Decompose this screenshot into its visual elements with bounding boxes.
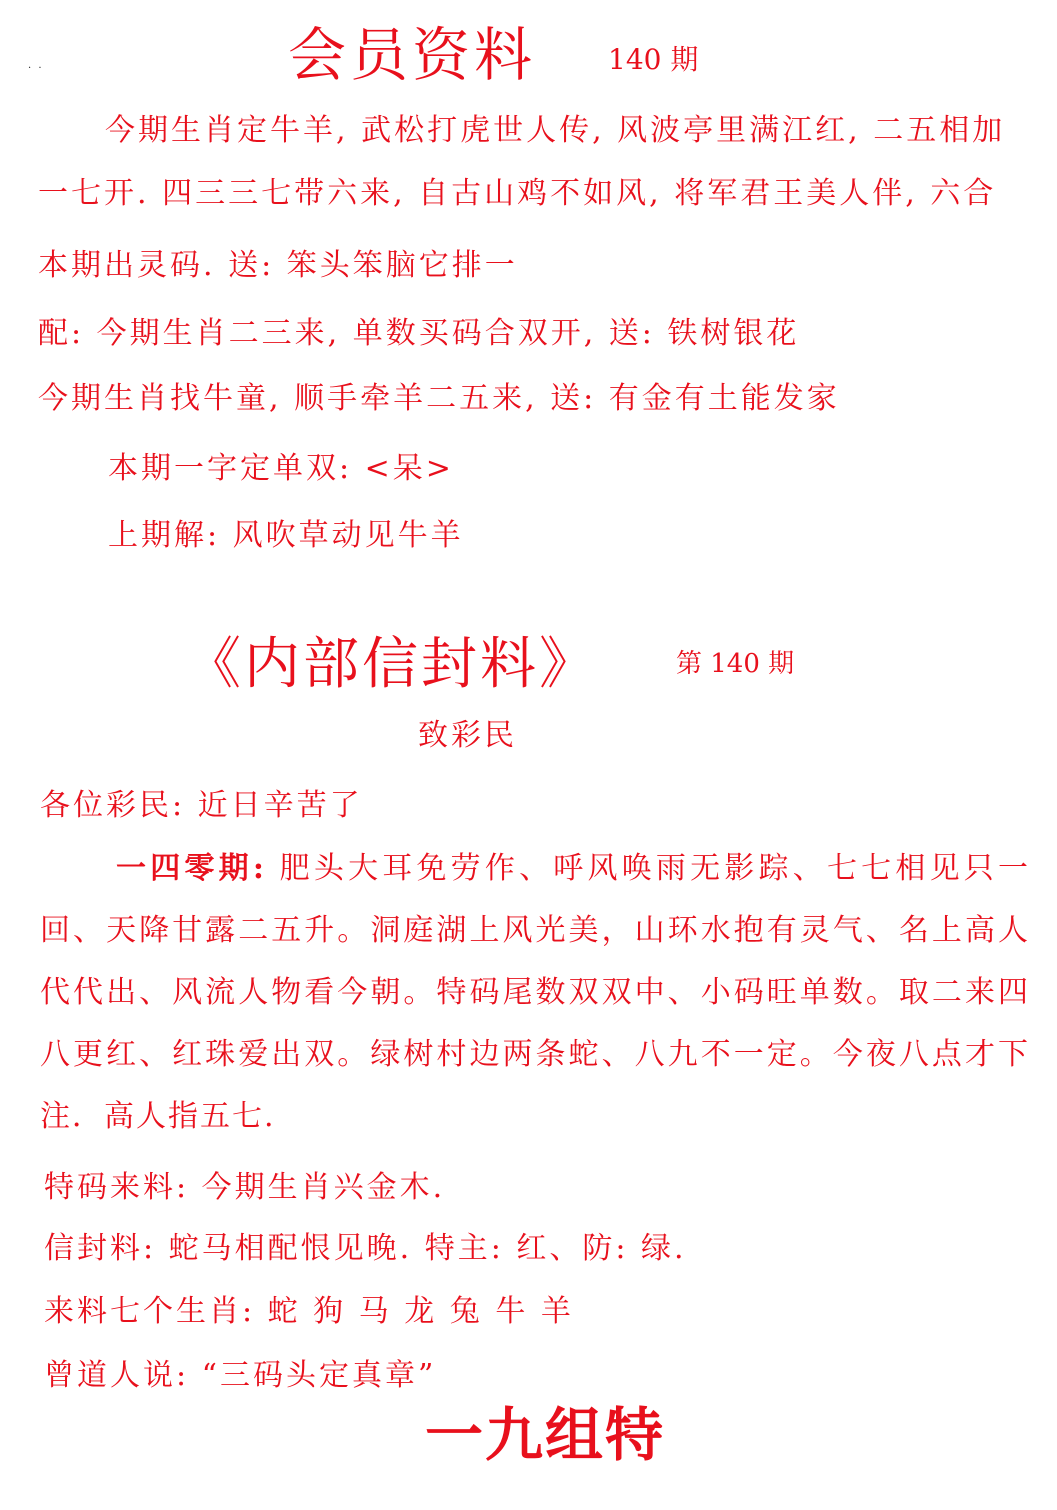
paragraph-lead: 一四零期: (116, 851, 266, 886)
member-line-3: 本期出灵码. 送: 笨头笨脑它排一 (38, 248, 518, 283)
quote-line: 曾道人说: “三码头定真章” (44, 1358, 437, 1393)
scan-marks: . . (28, 60, 44, 71)
page-title: 会员资料 (288, 21, 537, 89)
special-code-line: 特码来料: 今期生肖兴金木. (44, 1170, 446, 1205)
envelope-title: 《内部信封料》 (185, 632, 598, 697)
odd-even-hint: 本期一字定单双: <呆> (108, 451, 454, 486)
member-line-5: 今期生肖找牛童, 顺手牵羊二五来, 送: 有金有土能发家 (38, 381, 840, 416)
footer-heading: 一九组特 (425, 1401, 666, 1469)
seven-zodiac-line: 来料七个生肖: 蛇 狗 马 龙 兔 牛 羊 (44, 1294, 574, 1329)
recipient-heading: 致彩民 (418, 718, 517, 753)
issue-number: 140 期 (608, 43, 699, 76)
envelope-tip-line: 信封料: 蛇马相配恨见晚. 特主: 红、防: 绿. (44, 1231, 687, 1266)
paragraph-body: 肥头大耳免劳作、呼风唤雨无影踪、七七相见只一回、天降甘露二五升。洞庭湖上风光美，山环水抱有灵气、名上高人代代出、风流人物看今朝。特码尾数双双中、小码旺单数。取二来四八更红、红珠爱出双。绿树村边两条蛇、八九不一定。今夜八点才下注．高人指五七. (40, 851, 1030, 1134)
last-issue-answer: 上期解: 风吹草动见牛羊 (108, 518, 464, 553)
member-line-4: 配: 今期生肖二三来, 单数买码合双开, 送: 铁树银花 (38, 316, 800, 351)
main-paragraph (40, 838, 1030, 1148)
greeting: 各位彩民: 近日辛苦了 (40, 788, 363, 823)
member-line-2: 一七开. 四三三七带六来, 自古山鸡不如风, 将军君王美人伴, 六合 (38, 176, 997, 211)
member-line-1: 今期生肖定牛羊, 武松打虎世人传, 风波亭里满江红, 二五相加 (105, 113, 1006, 148)
envelope-issue-number: 第 140 期 (676, 649, 795, 679)
